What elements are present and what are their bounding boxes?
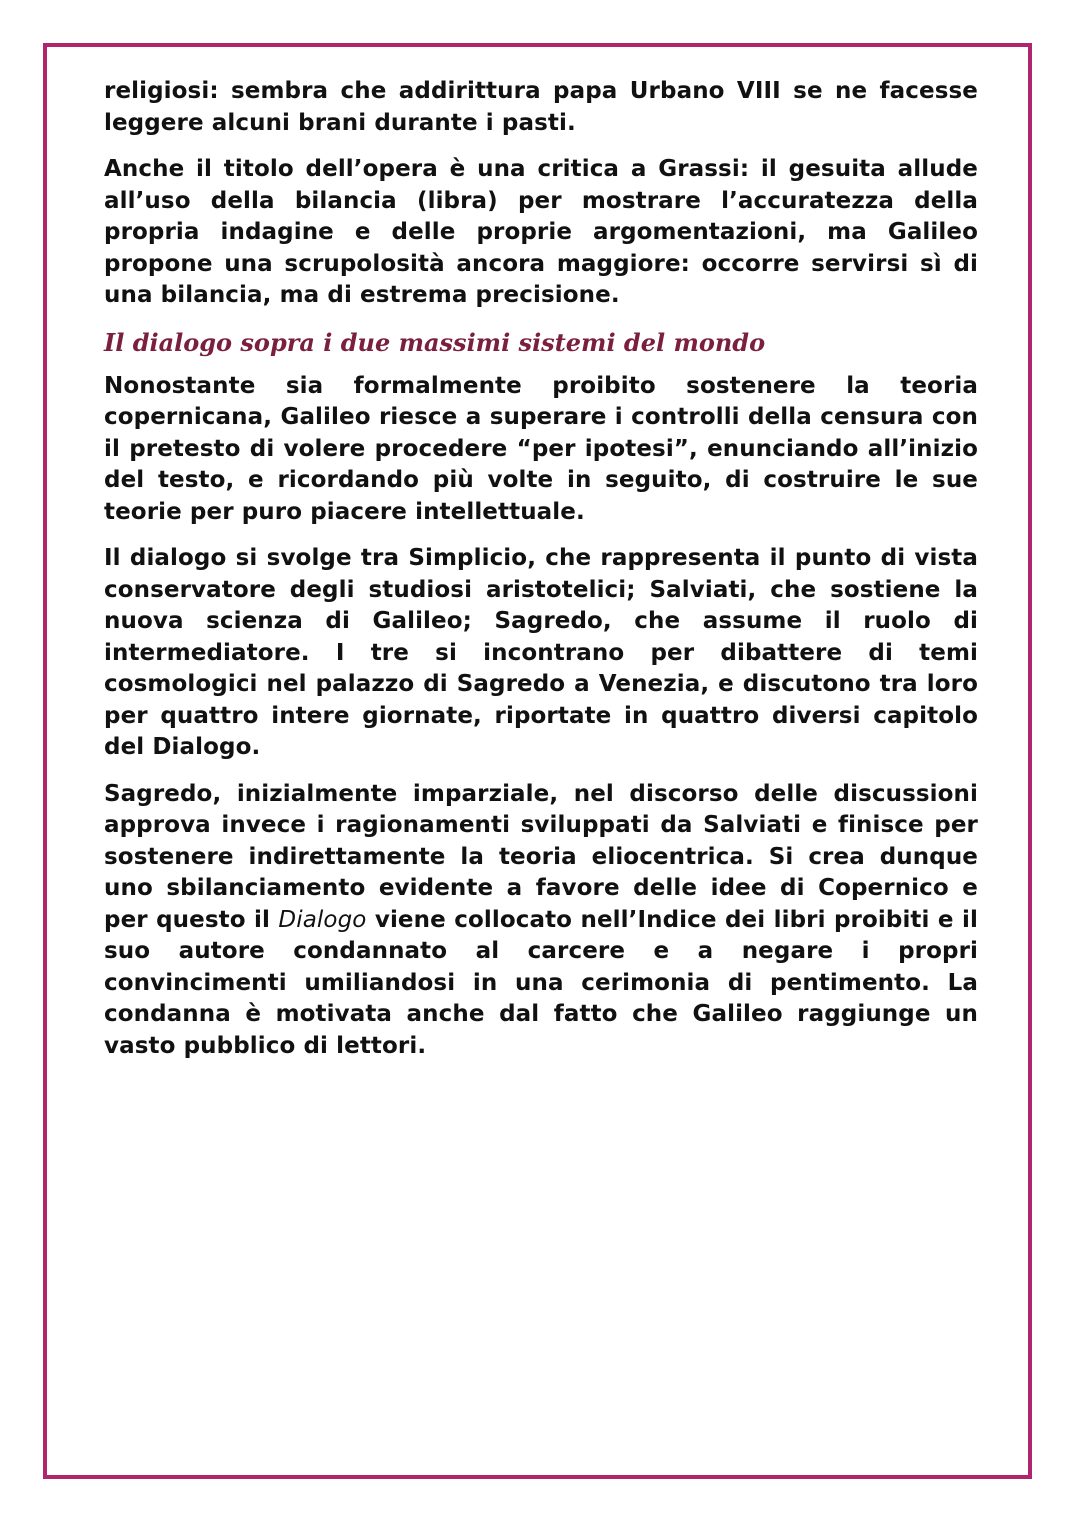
paragraph-sagredo-part-1: Sagredo, inizialmente imparziale, nel discorso delle discussioni approva invece i ragionamenti sviluppati da Salviati e finisce per sostenere indirettamente la teoria eliocentrica. Si crea dunque uno sbilanciamento evidente a favore delle idee di Copernico e per questo il — [104, 780, 978, 933]
dialogo-title-italic: Dialogo — [278, 906, 367, 933]
document-body — [104, 76, 978, 1077]
paragraph-religiosi: religiosi: sembra che addirittura papa Urbano VIII se ne facesse leggere alcuni brani durante i pasti. — [104, 78, 978, 136]
paragraph-il-dialogo: Il dialogo si svolge tra Simplicio, che rappresenta il punto di vista conservatore degli studiosi aristotelici; Salviati, che sostiene la nuova scienza di Galileo; Sagredo, che assume il ruolo di intermediatore. I tre si incontrano per dibattere di temi cosmologici nel palazzo di Sagredo a Venezia, e discutono tra loro per quattro intere giornate, riportate in quattro diversi capitolo del Dialogo. — [104, 545, 978, 760]
paragraph-sagredo-part-2: viene collocato nell’Indice dei libri proibiti e il suo autore condannato al carcere e a negare i propri convincimenti umiliandosi in una cerimonia di pentimento. La condanna è motivata anche dal fatto che Galileo raggiunge un vasto pubblico di lettori. — [104, 906, 978, 1059]
paragraph-sagredo — [104, 779, 978, 1063]
paragraph-nonostante: Nonostante sia formalmente proibito sostenere la teoria copernicana, Galileo riesce a superare i controlli della censura con il pretesto di volere procedere “per ipotesi”, enunciando all’inizio del testo, e ricordando più volte in seguito, di costruire le sue teorie per puro piacere intellettuale. — [104, 372, 978, 525]
paragraph-titolo-opera: Anche il titolo dell’opera è una critica a Grassi: il gesuita allude all’uso della bilancia (libra) per mostrare l’accuratezza della propria indagine e delle proprie argomentazioni, ma Galileo propone una scrupolosità ancora maggiore: occorre servirsi sì di una bilancia, ma di estrema precisione. — [104, 156, 978, 308]
section-heading: Il dialogo sopra i due massimi sistemi del mondo — [104, 327, 766, 357]
